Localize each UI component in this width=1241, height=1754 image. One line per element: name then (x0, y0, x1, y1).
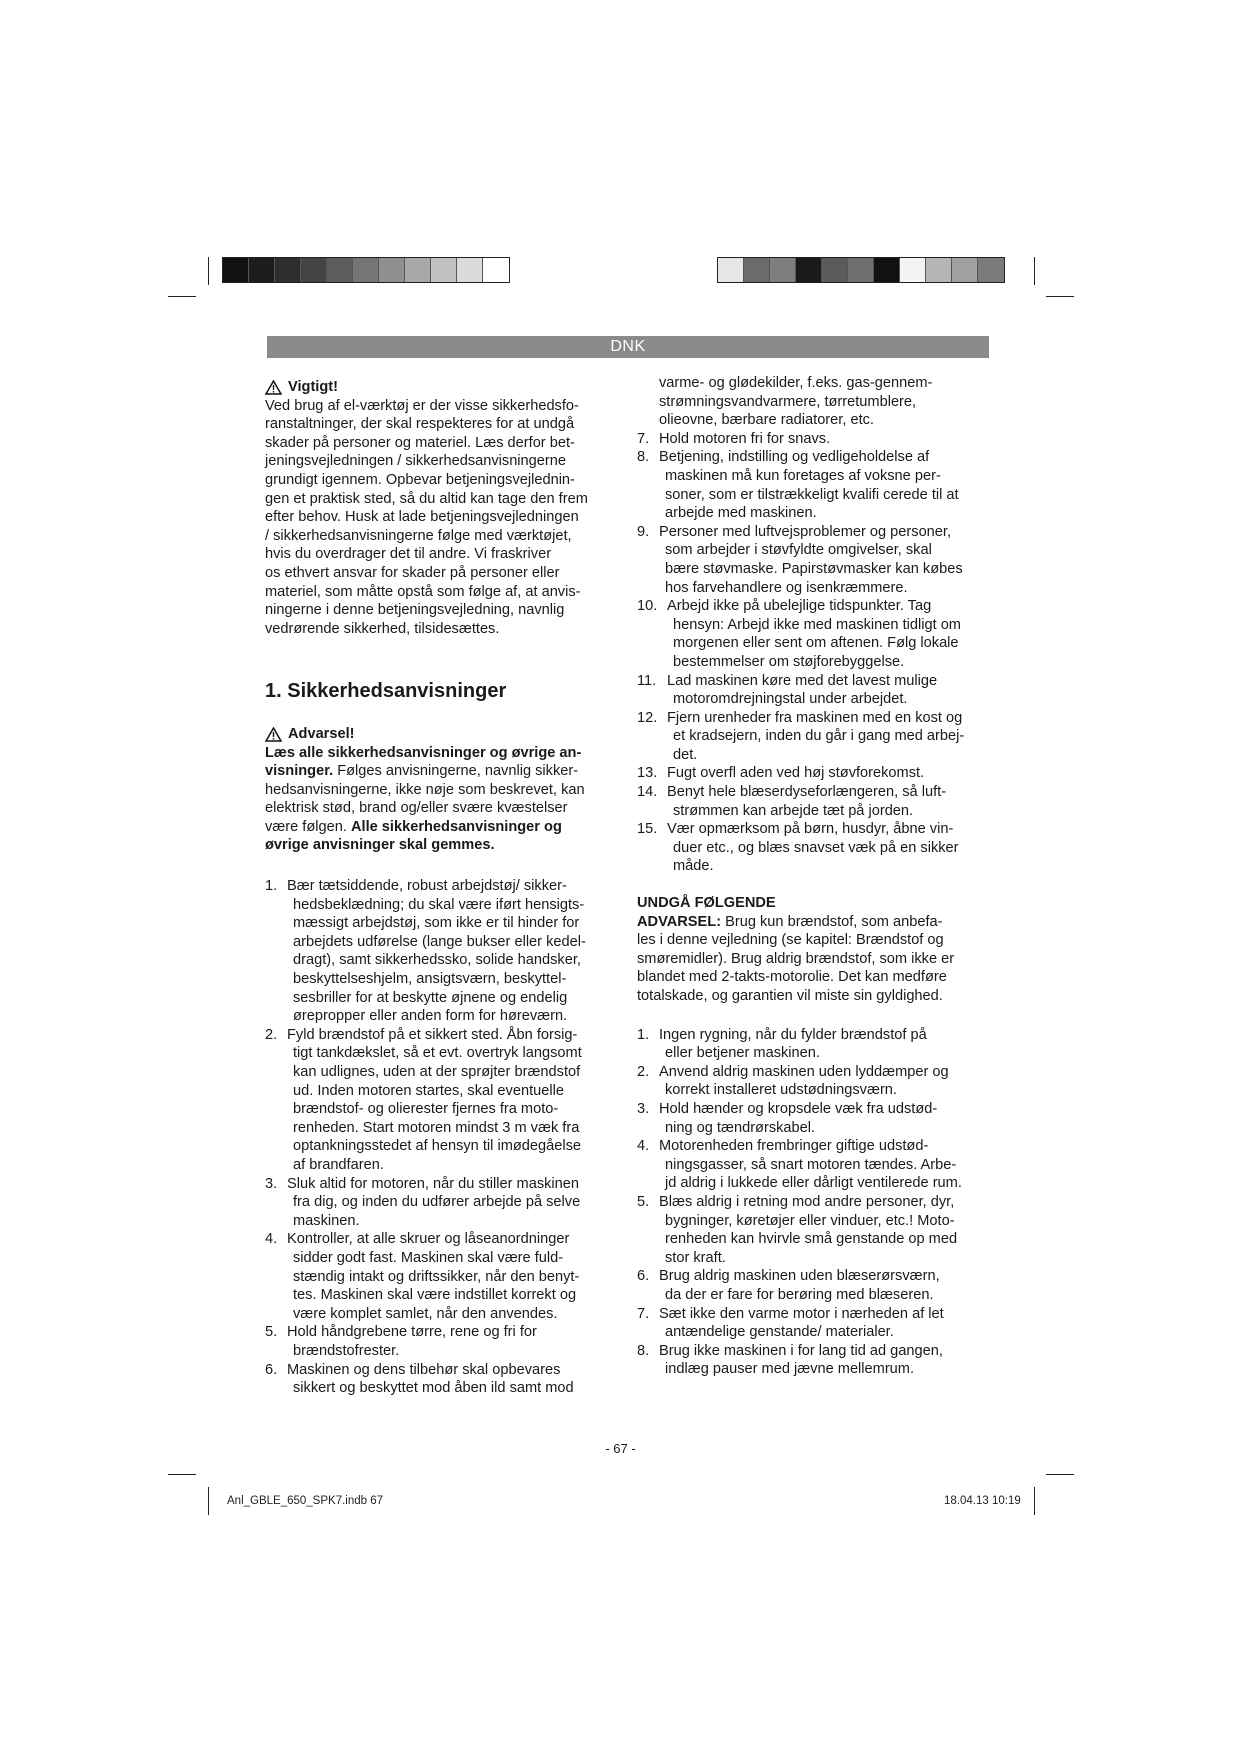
text-line: ranstaltninger, der skal respekteres for at undgå (265, 416, 575, 433)
continued-item-text (637, 374, 992, 430)
list-item-text (667, 783, 992, 820)
warning-paragraph: Læs alle sikkerhedsanvisninger og øvrige an- visninger. Følges anvisningerne, navnlig sikker- hedsanvisningerne, ikke nøje som beskrevet, kan elektrisk stød, brand og/eller svære kvæstelser være følgen. Alle sikkerhedsanvisninger og øvrige anvisninger skal gemmes. (265, 744, 585, 854)
text-line: antændelige genstande/ materialer. (665, 1324, 894, 1341)
text-line: ud. Inden motoren startes, skal eventuelle (293, 1082, 564, 1099)
color-swatch (431, 258, 457, 282)
list-item (265, 1175, 615, 1231)
color-swatch (275, 258, 301, 282)
right-column (637, 374, 992, 1379)
list-item-text (287, 877, 615, 1026)
warning-triangle-icon (265, 727, 282, 742)
list-item-number: 8. (637, 1342, 650, 1359)
list-item (637, 1063, 992, 1100)
crop-mark-top-left-v (208, 257, 209, 285)
list-item-number: 5. (265, 1324, 278, 1341)
color-swatch (718, 258, 744, 282)
text-line: smøremidler). Brug aldrig brændstof, som ikke er (637, 950, 955, 967)
text-line: mæssigt arbejdstøj, som ikke er til hinder for (293, 915, 580, 932)
text-line: Anvend aldrig maskinen uden lyddæmper og (659, 1063, 949, 1080)
list-item (637, 1137, 992, 1193)
text-line: Ingen rygning, når du fylder brændstof på (659, 1026, 927, 1043)
text-line: vedrørende sikkerhed, tilsidesættes. (265, 620, 500, 637)
list-item (637, 709, 992, 765)
color-swatch (848, 258, 874, 282)
list-item-text (659, 1193, 992, 1267)
list-item-number: 8. (637, 449, 650, 466)
list-item-number: 2. (265, 1026, 278, 1043)
page-number: - 67 - (605, 1441, 636, 1456)
color-swatch (796, 258, 822, 282)
list-item-number: 3. (637, 1100, 650, 1117)
text-line: da der er fare for berøring med blæseren. (665, 1286, 934, 1303)
list-item (265, 1361, 615, 1398)
list-item-text (659, 1305, 992, 1342)
color-swatch (327, 258, 353, 282)
list-item-text (287, 1361, 615, 1398)
list-item (637, 783, 992, 820)
important-heading: Vigtigt! (265, 378, 615, 397)
text-line: ningsgasser, så snart motoren tændes. Arbe- (665, 1156, 957, 1173)
avoid-paragraph (637, 913, 992, 1006)
text-line: soner, som er tilstrækkeligt kvalifi cerede til at (665, 486, 959, 503)
text-line: ørepropper eller anden form for høreværn. (293, 1008, 568, 1025)
text-line: hensyn: Arbejd ikke med maskinen tidligt om (673, 616, 961, 633)
text-line: Fjern urenheder fra maskinen med en kost og (667, 709, 963, 726)
list-item (637, 1305, 992, 1342)
text-line: ningerne i denne betjeningsvejledning, navnlig (265, 602, 565, 619)
text-line: hedsbeklædning; du skal være iført hensigts- (293, 896, 585, 913)
list-item-number: 6. (265, 1361, 278, 1378)
text-line: Kontroller, at alle skruer og låseanordninger (287, 1231, 570, 1248)
list-item-text (659, 523, 992, 597)
list-item-number: 4. (265, 1231, 278, 1248)
list-item-number: 13. (637, 765, 658, 782)
crop-mark-bottom-left-v (208, 1487, 209, 1515)
list-item-text (287, 1323, 615, 1360)
text-line: det. (673, 746, 698, 763)
text-line: Hold motoren fri for snavs. (659, 430, 831, 447)
text-line: stor kraft. (665, 1249, 726, 1266)
text-line: fra dig, og inden du udfører arbejde på selve (293, 1194, 581, 1211)
text-line: morgenen eller sent om aftenen. Følg lokale (673, 635, 959, 652)
text-line: materiel, som måtte opstå som følge af, at anvis- (265, 583, 581, 600)
list-item (265, 877, 615, 1026)
list-item (637, 523, 992, 597)
text-line: jeningsvejledningen / sikkerhedsanvisningerne (265, 453, 566, 470)
warning-triangle-icon (265, 380, 282, 395)
list-item-number: 15. (637, 821, 658, 838)
footer-date: 18.04.13 10:19 (944, 1495, 1021, 1507)
text-line: tes. Maskinen skal være indstillet korrekt og (293, 1287, 577, 1304)
text-line: gen et praktisk sted, så du altid kan tage den frem (265, 490, 588, 507)
color-swatch (900, 258, 926, 282)
list-item (265, 1230, 615, 1323)
text-line: renheden kan hvirvle små genstande op med (665, 1231, 958, 1248)
text-line: ADVARSEL: Brug kun brændstof, som anbefa- (637, 913, 943, 930)
text-line: blandet med 2-takts-motorolie. Det kan medføre (637, 969, 947, 986)
text-line: kan udlignes, uden at der sprøjter brændstof (293, 1064, 581, 1080)
text-line: Arbejd ikke på ubelejlige tidspunkter. Tag (667, 598, 932, 615)
crop-mark-top-right (1046, 296, 1074, 297)
color-swatch (223, 258, 249, 282)
text-line: Betjening, indstilling og vedligeholdelse af (659, 449, 930, 466)
section-title: 1. Sikkerhedsanvisninger (265, 680, 507, 703)
list-item-number: 3. (265, 1175, 278, 1192)
color-swatch (822, 258, 848, 282)
text-line: Hold hænder og kropsdele væk fra udstød- (659, 1100, 938, 1117)
list-item-number: 4. (637, 1138, 650, 1155)
text-line: Blæs aldrig i retning mod andre personer, dyr, (659, 1193, 955, 1210)
text-line: brændstof- og olierester fjernes fra moto- (293, 1101, 559, 1118)
list-item-text (659, 1267, 992, 1304)
text-line: efter behov. Husk at lade betjeningsvejledningen (265, 509, 579, 526)
text-line: eller betjener maskinen. (665, 1045, 820, 1062)
list-item-number: 2. (637, 1063, 650, 1080)
text-line: Bær tætsiddende, robust arbejdstøj/ sikker- (287, 878, 567, 895)
list-item-text (287, 1175, 615, 1231)
list-item (637, 764, 992, 783)
text-line: brændstofrester. (293, 1342, 400, 1359)
color-swatch (978, 258, 1004, 282)
list-item-text (667, 764, 992, 783)
crop-mark-bottom-right-v (1034, 1487, 1035, 1515)
list-item-number: 6. (637, 1268, 650, 1285)
color-swatch (952, 258, 978, 282)
text-line: totalskade, og garantien vil miste sin gyldighed. (637, 988, 943, 1004)
text-line: Sæt ikke den varme motor i nærheden af let (659, 1305, 944, 1322)
list-item-text (659, 1342, 992, 1379)
crop-mark-top-left (168, 296, 196, 297)
color-calibration-bar-left (222, 257, 510, 283)
text-line: være komplet samlet, når den anvendes. (293, 1305, 558, 1322)
text-line: duer etc., og blæs snavset væk på en sikker (673, 839, 959, 856)
list-item-text (667, 597, 992, 671)
text-line: motoromdrejningstal under arbejdet. (673, 691, 908, 708)
text-line: arbejde med maskinen. (665, 505, 817, 522)
color-swatch (301, 258, 327, 282)
color-swatch (405, 258, 431, 282)
list-item-number: 7. (637, 1305, 650, 1322)
text-line: Lad maskinen køre med det lavest mulige (667, 672, 938, 689)
color-swatch (457, 258, 483, 282)
list-item-text (667, 820, 992, 876)
list-item-number: 10. (637, 598, 658, 615)
list-item-number: 11. (637, 672, 657, 689)
list-item-number: 7. (637, 430, 650, 447)
color-calibration-bar-right (717, 257, 1005, 283)
list-item-number: 12. (637, 709, 658, 726)
text-line: tigt tankdækslet, så et evt. overtryk langsomt (293, 1045, 582, 1062)
text-line: Motorenheden frembringer giftige udstød- (659, 1138, 929, 1155)
text-line: måde. (673, 858, 714, 875)
text-line: strømningsvandvarmere, tørretumblere, (659, 393, 917, 410)
list-item (265, 1026, 615, 1175)
text-line: bygninger, køretøjer eller vinduer, etc.! Moto- (665, 1212, 955, 1229)
text-line: af brandfaren. (293, 1156, 384, 1173)
list-item-text (659, 1063, 992, 1100)
list-item (265, 1323, 615, 1360)
color-swatch (926, 258, 952, 282)
text-line: Maskinen og dens tilbehør skal opbevares (287, 1361, 561, 1378)
list-item (637, 597, 992, 671)
list-item (637, 1342, 992, 1379)
text-line: optankningsstedet af hensyn til imødegåelse (293, 1138, 581, 1155)
text-line: et kradsejern, inden du går i gang med arbej- (673, 728, 965, 745)
important-paragraph (265, 397, 615, 639)
text-line: hos farvehandlere og isenkræmmere. (665, 579, 908, 596)
text-line: maskinen. (293, 1212, 360, 1229)
text-line: beskyttelseshjelm, ansigtsværn, beskyttel- (293, 971, 567, 988)
crop-mark-bottom-right (1046, 1474, 1074, 1475)
text-line: Vær opmærksom på børn, husdyr, åbne vin- (667, 821, 954, 838)
list-item-number: 1. (637, 1026, 650, 1043)
color-swatch (874, 258, 900, 282)
color-swatch (353, 258, 379, 282)
list-item-text (659, 430, 992, 449)
list-item (637, 820, 992, 876)
list-item-number: 1. (265, 878, 278, 895)
list-item (637, 1267, 992, 1304)
text-line: indlæg pauser med jævne mellemrum. (665, 1361, 915, 1378)
text-line: arbejdets udførelse (lange bukser eller kedel- (293, 933, 586, 950)
text-line: bære støvmaske. Papirstøvmasker kan købes (665, 560, 963, 577)
crop-mark-bottom-left (168, 1474, 196, 1475)
left-column (265, 378, 615, 1398)
text-line: renheden. Start motoren mindst 3 m væk fra (293, 1119, 580, 1136)
text-line: Benyt hele blæserdyseforlængeren, så luft- (667, 784, 947, 801)
text-line: Fyld brændstof på et sikkert sted. Åbn forsig- (287, 1026, 578, 1043)
list-item-text (659, 1137, 992, 1193)
list-item (637, 1193, 992, 1267)
list-item-text (667, 709, 992, 765)
list-item-number: 9. (637, 523, 650, 540)
color-swatch (249, 258, 275, 282)
text-line: jd aldrig i lukkede eller dårligt ventilerede rum. (665, 1175, 962, 1192)
list-item (637, 1026, 992, 1063)
text-line: Personer med luftvejsproblemer og personer, (659, 523, 952, 540)
text-line: Ved brug af el-værktøj er der visse sikkerhedsfo- (265, 397, 579, 414)
text-line: olieovne, bærbare radiatorer, etc. (659, 412, 874, 429)
list-item-number: 14. (637, 784, 658, 801)
text-line: os ethvert ansvar for skader på personer eller (265, 564, 560, 581)
color-swatch (483, 258, 509, 282)
list-item-text (287, 1230, 615, 1323)
list-item-text (659, 1100, 992, 1137)
text-line: hvis du overdrager det til andre. Vi fraskriver (265, 546, 552, 563)
text-line: sikkert og beskyttet mod åben ild samt mod (293, 1380, 574, 1397)
text-line: strømmen kan arbejde tæt på jorden. (673, 802, 914, 819)
text-line: som arbejder i støvfyldte omgivelser, skal (665, 542, 932, 559)
avoid-list (637, 1026, 992, 1379)
list-item (637, 672, 992, 709)
list-item-text (659, 1026, 992, 1063)
text-line: Fugt overfl aden ved høj støvforekomst. (667, 765, 925, 782)
list-item (637, 430, 992, 449)
text-line: Brug aldrig maskinen uden blæserørsværn, (659, 1268, 940, 1285)
text-line: sesbriller for at beskytte øjnene og endelig (293, 989, 568, 1006)
color-swatch (744, 258, 770, 282)
text-line: Hold håndgrebene tørre, rene og fri for (287, 1324, 537, 1341)
text-line: stændig intakt og driftssikker, når den benyt- (293, 1268, 580, 1285)
text-line: dragt), samt sikkerhedssko, solide handsker, (293, 952, 581, 969)
list-item (637, 1100, 992, 1137)
safety-list-right (637, 430, 992, 876)
language-header: DNK (267, 336, 989, 358)
text-line: varme- og glødekilder, f.eks. gas-gennem- (659, 375, 933, 391)
text-line: / sikkerhedsanvisningerne følge med værktøjet, (265, 527, 572, 544)
text-line: bestemmelser om støjforebyggelse. (673, 653, 905, 670)
list-item-text (287, 1026, 615, 1175)
warning-heading: Advarsel! (265, 725, 615, 744)
list-item-text (667, 672, 992, 709)
text-line: les i denne vejledning (se kapitel: Brændstof og (637, 932, 944, 949)
footer-filename: Anl_GBLE_650_SPK7.indb 67 (227, 1495, 384, 1507)
text-line: ning og tændrørskabel. (665, 1119, 816, 1136)
text-line: maskinen må kun foretages af voksne per- (665, 467, 941, 484)
text-line: Brug ikke maskinen i for lang tid ad gangen, (659, 1342, 943, 1359)
text-line: skader på personer og materiel. Læs derfor bet- (265, 434, 575, 451)
text-line: sidder godt fast. Maskinen skal være fuld- (293, 1249, 564, 1266)
list-item (637, 448, 992, 522)
text-line: Sluk altid for motoren, når du stiller maskinen (287, 1175, 580, 1192)
list-item-text (659, 448, 992, 522)
color-swatch (379, 258, 405, 282)
list-item-number: 5. (637, 1193, 650, 1210)
safety-list-left (265, 877, 615, 1398)
color-swatch (770, 258, 796, 282)
avoid-heading: UNDGÅ FØLGENDE (637, 895, 776, 912)
crop-mark-top-right-v (1034, 257, 1035, 285)
text-line: korrekt installeret udstødningsværn. (665, 1082, 897, 1099)
text-line: grundigt igennem. Opbevar betjeningsvejlednin- (265, 471, 575, 488)
